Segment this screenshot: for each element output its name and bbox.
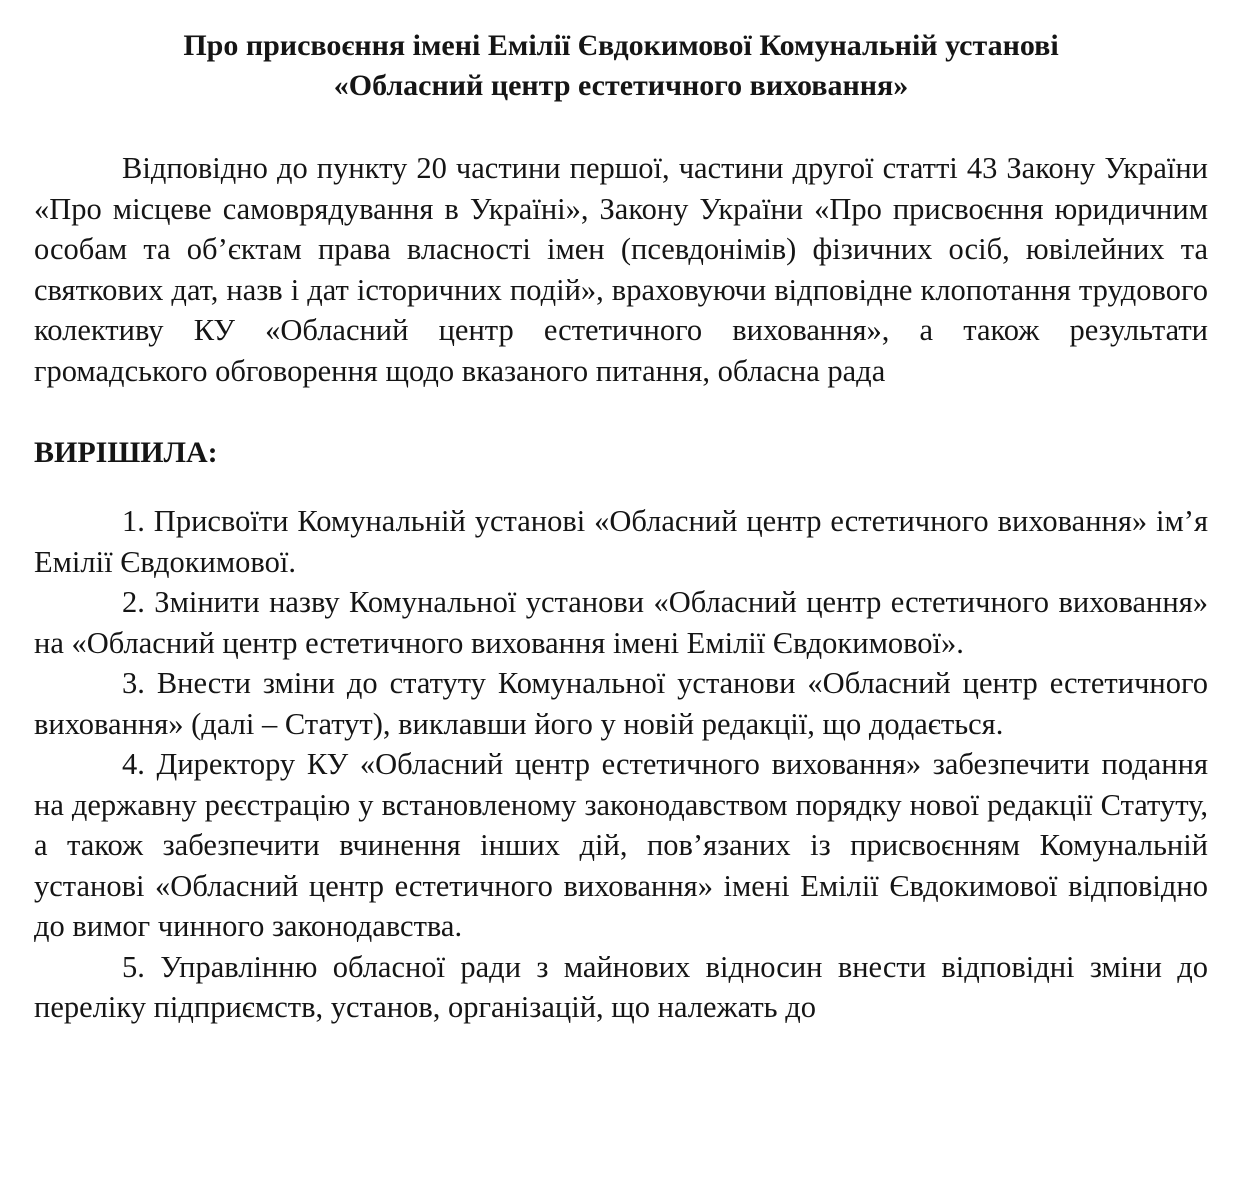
resolution-items	[34, 501, 1208, 1028]
resolution-item-2: 2. Змінити назву Комунальної установи «Обласний центр естетичного виховання» на «Обласний центр естетичного виховання імені Емілії Євдокимової».	[34, 585, 1208, 660]
title-line-2: «Обласний центр естетичного виховання»	[333, 69, 909, 102]
document-page	[34, 26, 1208, 1028]
preamble-paragraph: Відповідно до пункту 20 частини першої, частини другої статті 43 Закону України «Про місцеве самоврядування в Україні», Закону України «Про присвоєння юридичним особам та об’єктам права власності імен (псевдонімів) фізичних осіб, ювілейних та святкових дат, назв і дат історичних подій», враховуючи відповідне клопотання трудового колективу КУ «Обласний центр естетичного виховання», а також результати громадського обговорення щодо вказаного питання, обласна рада	[34, 151, 1208, 388]
resolution-item-4: 4. Директору КУ «Обласний центр естетичного виховання» забезпечити подання на державну реєстрацію у встановленому законодавством порядку нової редакції Статуту, а також забезпечити вчинення інших дій, пов’язаних із присвоєнням Комунальній установі «Обласний центр естетичного виховання» імені Емілії Євдокимової відповідно до вимог чинного законодавства.	[34, 747, 1208, 943]
resolution-item-1: 1. Присвоїти Комунальній установі «Обласний центр естетичного виховання» ім’я Емілії Євдокимової.	[34, 504, 1208, 579]
resolution-item-5: 5. Управлінню обласної ради з майнових відносин внести відповідні зміни до переліку підприємств, установ, організацій, що належать до	[34, 949, 1208, 1024]
resolution-item-3: 3. Внести зміни до статуту Комунальної установи «Обласний центр естетичного виховання» (далі – Статут), виклавши його у новій редакції, що додається.	[34, 666, 1208, 741]
decided-heading: ВИРІШИЛА:	[34, 436, 218, 469]
title-line-1: Про присвоєння імені Емілії Євдокимової Комунальній установі	[183, 29, 1059, 62]
document-title	[34, 26, 1208, 106]
